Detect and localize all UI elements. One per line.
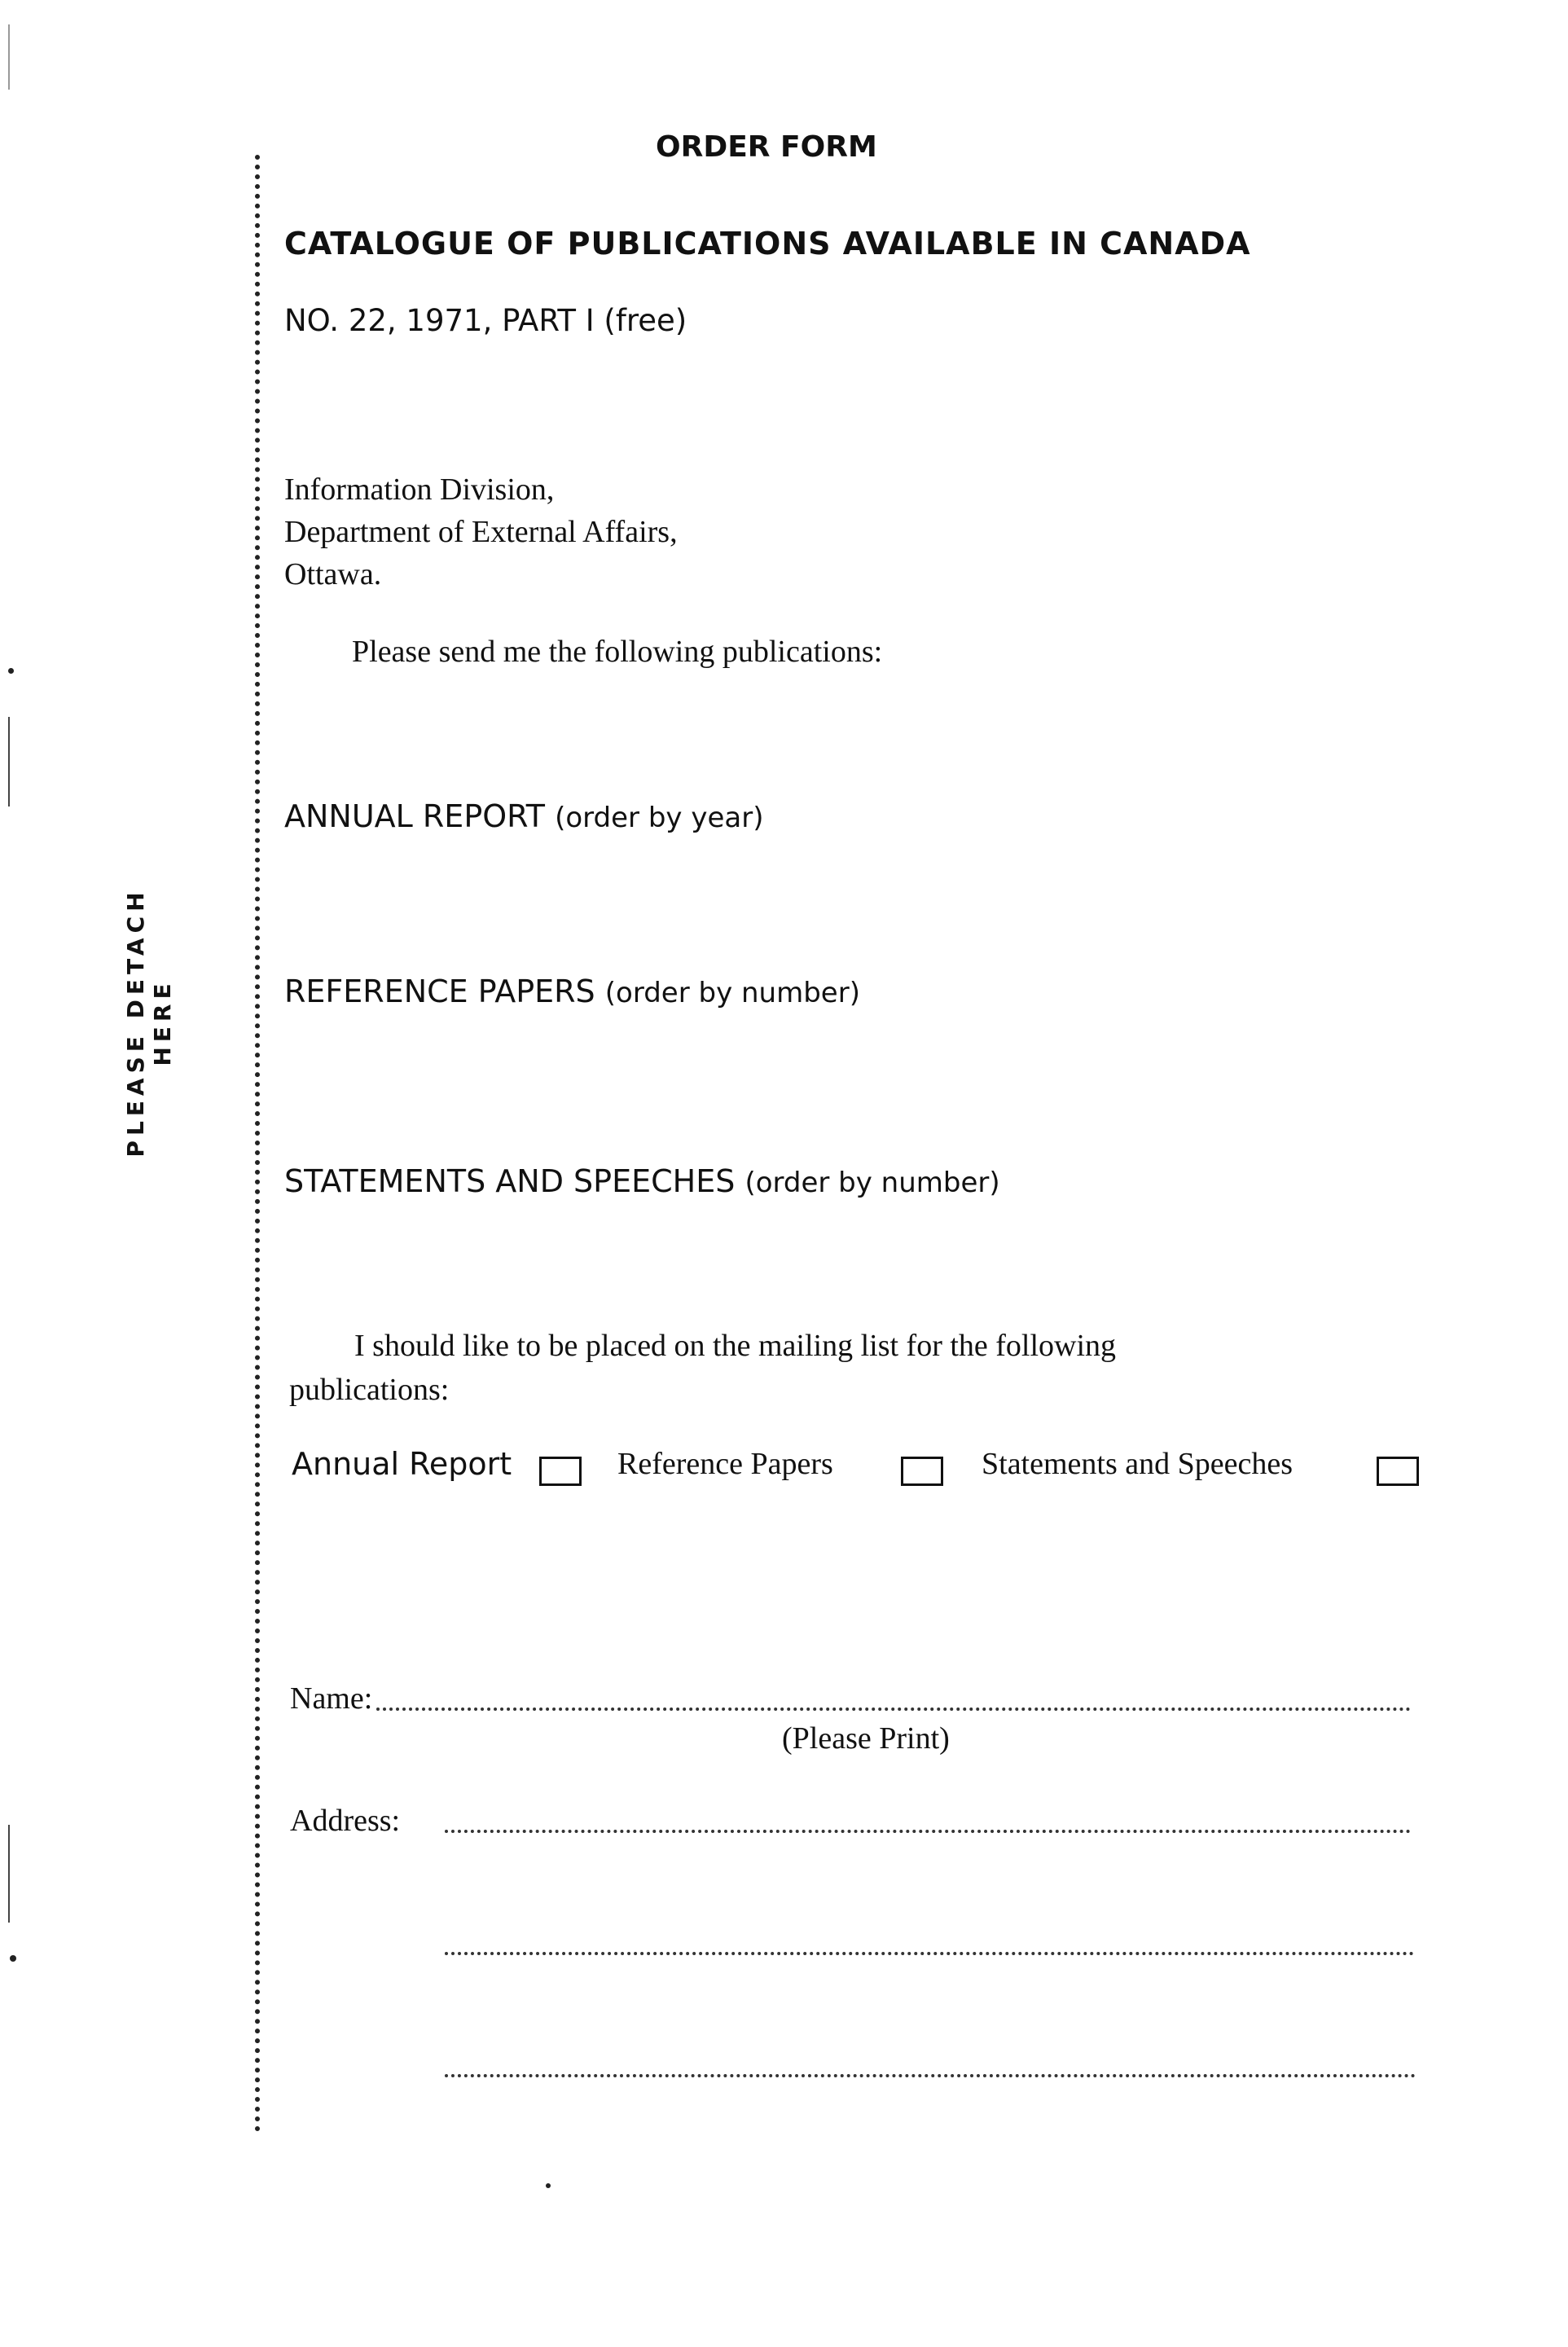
catalogue-title: CATALOGUE OF PUBLICATIONS AVAILABLE IN CANADA — [284, 226, 1251, 262]
option-statements-speeches-label: Statements and Speeches — [982, 1447, 1293, 1481]
catalogue-issue: NO. 22, 1971, PART I (free) — [284, 303, 687, 338]
scan-edge-mark — [8, 1825, 10, 1923]
form-title: ORDER FORM — [656, 130, 877, 164]
section-annual-report — [284, 798, 763, 834]
mailing-list-text-line-1: I should like to be placed on the mailing list for the following — [354, 1329, 1117, 1363]
recipient-address — [284, 468, 678, 596]
name-hint: (Please Print) — [782, 1721, 950, 1756]
scan-speck — [546, 2183, 551, 2188]
option-annual-report-label: Annual Report — [292, 1446, 512, 1482]
mailing-list-text — [289, 1324, 1381, 1412]
section-reference-papers-label: REFERENCE PAPERS — [284, 974, 595, 1009]
recipient-line-2: Department of External Affairs, — [284, 515, 678, 549]
address-label: Address: — [290, 1804, 401, 1838]
mailing-list-text-line-2: publications: — [289, 1373, 450, 1407]
address-field-line-3[interactable] — [445, 2074, 1416, 2077]
section-statements-speeches — [284, 1163, 1000, 1199]
recipient-line-1: Information Division, — [284, 472, 555, 507]
scan-edge-mark — [8, 717, 10, 807]
address-field-line-1[interactable] — [445, 1830, 1411, 1833]
recipient-line-3: Ottawa. — [284, 557, 382, 591]
section-annual-report-note: (order by year) — [555, 802, 764, 834]
option-annual-report-checkbox[interactable] — [539, 1457, 582, 1486]
detach-perforation-line — [255, 155, 260, 2133]
scan-speck — [10, 1955, 16, 1962]
address-field-line-2[interactable] — [445, 1952, 1414, 1955]
section-reference-papers — [284, 974, 860, 1009]
section-reference-papers-note: (order by number) — [604, 977, 860, 1009]
detach-label: PLEASE DETACH HERE — [122, 887, 176, 1158]
option-reference-papers-label: Reference Papers — [617, 1447, 833, 1481]
section-statements-speeches-label: STATEMENTS AND SPEECHES — [284, 1163, 736, 1199]
scan-edge-mark — [8, 24, 10, 90]
section-statements-speeches-note: (order by number) — [744, 1167, 1000, 1199]
scan-speck — [8, 668, 14, 674]
option-reference-papers-checkbox[interactable] — [901, 1457, 943, 1486]
name-label: Name: — [290, 1681, 373, 1716]
request-text: Please send me the following publications: — [352, 635, 883, 669]
option-statements-speeches-checkbox[interactable] — [1377, 1457, 1419, 1486]
name-field-line[interactable] — [376, 1708, 1411, 1711]
section-annual-report-label: ANNUAL REPORT — [284, 798, 545, 834]
